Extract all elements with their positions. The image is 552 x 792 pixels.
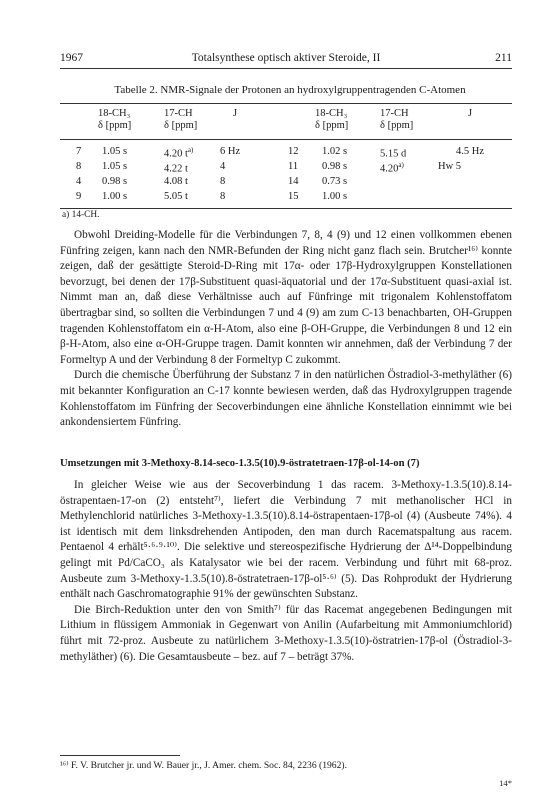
ch-shift: 4.08 t — [164, 176, 188, 187]
table-top-rule — [60, 103, 512, 104]
section-heading: Umsetzungen mit 3-Methoxy-8.14-seco-1.3.5(10).9-östratetraen-17β-ol-14-on (7) — [60, 458, 420, 469]
table-header — [60, 108, 512, 136]
table-row — [60, 191, 512, 205]
col-head-18ch3-left: 18-CH₃ — [98, 108, 131, 119]
col-head-17ch-left: 17-CH — [164, 108, 193, 119]
header-year: 1967 — [60, 52, 83, 64]
table-caption: Tabelle 2. NMR-Signale der Protonen an hydroxylgruppentragenden C-Atomen — [114, 84, 466, 96]
header-page-number: 211 — [495, 52, 512, 64]
coupling-constant: 8 — [220, 176, 226, 187]
compound-number: 14 — [288, 176, 299, 187]
table-bottom-rule — [60, 208, 512, 209]
compound-number: 9 — [76, 191, 82, 202]
ch-shift: 4.20$^{a)}$ — [380, 161, 404, 175]
signature-mark: 14* — [499, 778, 512, 788]
compound-number: 4 — [76, 176, 82, 187]
ch3-shift: 1.05 s — [102, 146, 128, 157]
coupling-constant: 4 — [220, 161, 226, 172]
coupling-constant: 4.5 Hz — [456, 146, 484, 157]
col-unit-18ch3-left: δ [ppm] — [98, 120, 132, 131]
col-unit-17ch-left: δ [ppm] — [164, 120, 198, 131]
ch3-shift: 0.98 s — [102, 176, 128, 187]
body-text-2 — [60, 478, 512, 665]
ch3-shift: 1.00 s — [322, 191, 348, 202]
coupling-constant: 8 — [220, 191, 226, 202]
paragraph: Die Birch-Reduktion unter den von Smith⁷⁾ für das Racemat angegebenen Bedingungen mit Lithium in flüssigem Ammoniak in Gegenwart von Anilin (Aufarbeitung mit Ammoniumchlorid) führt mit 72-proz. Ausbeute zu natürlichem 3-Methoxy-1.3.5(10)-östratrien-17β-ol (Östradiol-3-methyläther) (6). Die Gesamtausbeute – bez. auf 7 – beträgt 37%. — [60, 603, 512, 663]
col-head-j-right: J — [468, 108, 473, 119]
footnote: ¹⁶⁾ F. V. Brutcher jr. und W. Bauer jr., J. Amer. chem. Soc. 84, 2236 (1962). — [60, 760, 347, 771]
table-body — [60, 146, 512, 208]
ch-shift: 5.05 t — [164, 191, 188, 202]
coupling-constant: 6 Hz — [220, 146, 241, 157]
ch3-shift: 1.02 s — [322, 146, 348, 157]
col-head-17ch-right: 17-CH — [380, 108, 409, 119]
paragraph: In gleicher Weise wie aus der Secoverbindung 1 das racem. 3-Methoxy-1.3.5(10).8.14-östrapentaen-17-on (2) entsteht⁷⁾, liefert die Verbindung 7 mit methanolischer HCl in Methylenchlorid natürliches 3-Methoxy-1.3.5(10).8.14-östrapentaen-17β-ol (4) (Ausbeute 74%). 4 ist identisch mit dem linksdrehenden Antipoden, den man durch Racematspaltung aus racem. Pentaenol 4 erhält⁵·⁶·⁹·¹⁰⁾. Die selektive und stereospezifische Hydrierung der Δ¹⁴-Doppelbindung gelingt mit Pd/CaCO₃ als Katalysator wie bei der racem. Verbindung und führt mit 68-proz. Ausbeute zum 3-Methoxy-1.3.5(10).8-östratetraen-17β-ol⁵·⁶⁾ (5). Das Rohprodukt der Hydrierung enthält nach Gaschromatographie 91% der gewünschten Substanz. — [60, 479, 512, 601]
paragraph: Obwohl Dreiding-Modelle für die Verbindungen 7, 8, 4 (9) und 12 einen vollkommen ebenen Fünfring zeigen, kann nach den NMR-Befunden der Ring nicht ganz flach sein. Brutcher¹⁶⁾ konnte zeigen, daß der gesättigte Steroid-D-Ring mit 17α- oder 17β-Hydroxylgruppen Konstellationen bevorzugt, bei denen der 17β-Substituent quasi-äquatorial und der 17α-Substituent quasi-axial ist. Nimmt man an, daß diese Verhältnisse auch auf Fünfringe mit trigonalem Kohlenstoffatom übertragbar sind, so sollten die Verbindungen 7 und 4 (9) am zum C-13 benachbarten, OH-Gruppen tragenden Kohlenstoffatom ein α-H-Atom, also eine β-OH-Gruppe, die Verbindungen 8 und 12 ein β-H-Atom, also eine α-OH-Gruppe tragen. Damit konnten wir annehmen, daß der Verbindung 7 der Formeltyp A und der Verbindung 8 der Formeltyp C zukommt. — [60, 229, 512, 366]
compound-number: 11 — [288, 161, 299, 172]
table-row — [60, 161, 512, 175]
col-unit-17ch-right: δ [ppm] — [380, 120, 414, 131]
ch3-shift: 0.98 s — [322, 161, 348, 172]
compound-number: 15 — [288, 191, 299, 202]
ch-shift: 4.20 $t^{a)}$ — [164, 146, 194, 160]
compound-number: 7 — [76, 146, 82, 157]
table-row — [60, 176, 512, 190]
ch3-shift: 1.00 s — [102, 191, 128, 202]
table-header-rule — [60, 139, 512, 140]
header-title: Totalsynthese optisch aktiver Steroide, II — [191, 52, 381, 64]
ch-shift: 4.22 t — [164, 163, 188, 175]
running-header — [60, 52, 512, 66]
col-head-j-left: J — [233, 108, 238, 119]
table-footnote: a) 14-CH. — [62, 210, 100, 220]
col-head-18ch3-right: 18-CH₃ — [315, 108, 348, 119]
coupling-constant: Hw 5 — [438, 161, 462, 172]
footnote-rule — [60, 755, 180, 756]
ch3-shift: 1.05 s — [102, 161, 128, 172]
compound-number: 8 — [76, 161, 82, 172]
header-rule — [60, 68, 512, 69]
ch-shift: 5.15 d — [380, 148, 407, 160]
ch3-shift: 0.73 s — [322, 176, 348, 187]
table-row — [60, 146, 512, 160]
col-unit-18ch3-right: δ [ppm] — [315, 120, 349, 131]
compound-number: 12 — [288, 146, 299, 157]
paragraph: Durch die chemische Überführung der Substanz 7 in den natürlichen Östradiol-3-methyläther (6) mit bekannter Konfiguration an C-17 konnte bewiesen werden, daß das Hydroxylgruppen tragende Kohlenstoffatom im Fünfring der Secoverbindungen eine ähnliche Konstellation einnimmt wie bei ankondensiertem Fünfring. — [60, 369, 512, 429]
body-text-1 — [60, 228, 512, 431]
